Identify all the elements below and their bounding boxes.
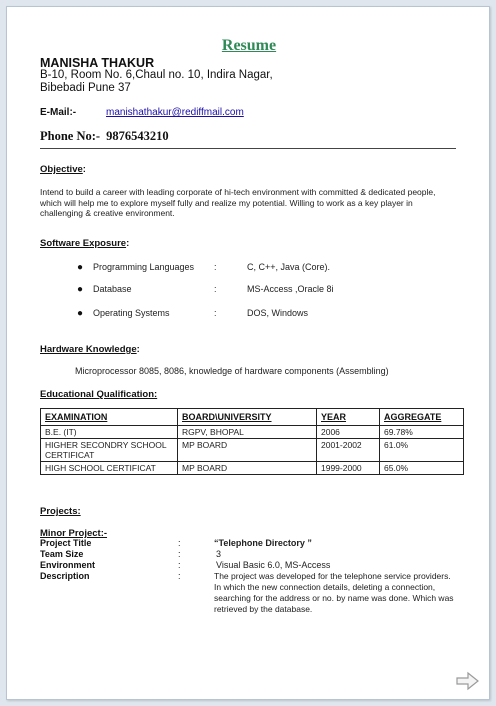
software-value-os: DOS, Windows xyxy=(247,308,309,318)
bullet-icon: ● xyxy=(77,262,84,273)
education-heading: Educational Qualification: xyxy=(40,389,158,400)
table-cell: MP BOARD xyxy=(178,462,317,475)
candidate-name: MANISHA THAKUR xyxy=(40,56,155,70)
software-value-languages: C, C++, Java (Core). xyxy=(247,262,331,272)
field-sep: : xyxy=(178,571,181,581)
team-size-value: 3 xyxy=(216,549,222,559)
education-table xyxy=(40,408,464,475)
table-cell: RGPV, BHOPAL xyxy=(178,426,317,439)
table-cell: 69.78% xyxy=(380,426,464,439)
environment-label: Environment xyxy=(40,560,96,570)
bullet-icon: ● xyxy=(77,308,84,319)
field-sep: : xyxy=(178,538,181,548)
software-value-database: MS-Access ,Oracle 8i xyxy=(247,284,334,294)
table-row xyxy=(41,462,464,475)
col-header-year: YEAR xyxy=(317,409,380,426)
description-value: The project was developed for the telephone service providers. In which the new connection details, deleting a connection, searching for the address or no. by name was done. Which was retrieved by the database. xyxy=(214,571,454,614)
phone-label: Phone No:- xyxy=(40,129,101,143)
project-title-value: “Telephone Directory ” xyxy=(214,538,312,548)
col-header-aggregate: AGGREGATE xyxy=(380,409,464,426)
software-sep: : xyxy=(214,284,217,294)
software-sep: : xyxy=(214,262,217,272)
software-heading: Software Exposure: xyxy=(40,238,130,249)
software-label-database: Database xyxy=(93,284,132,294)
table-cell: 2006 xyxy=(317,426,380,439)
software-label-languages: Programming Languages xyxy=(93,262,195,272)
table-cell: 2001-2002 xyxy=(317,439,380,462)
table-cell: B.E. (IT) xyxy=(41,426,178,439)
objective-text: Intend to build a career with leading corporate of hi-tech environment with committed & dedicated people, which will help me to explore myself fully and realize my potential. Willing to work as a key player in challenging & creative environment. xyxy=(40,187,436,218)
minor-project-heading: Minor Project:- xyxy=(40,528,108,539)
software-sep: : xyxy=(214,308,217,318)
phone-number: 9876543210 xyxy=(106,129,169,143)
resume-page xyxy=(6,6,490,700)
environment-value: Visual Basic 6.0, MS-Access xyxy=(216,560,331,570)
field-sep: : xyxy=(178,560,181,570)
address-line-1: B-10, Room No. 6,Chaul no. 10, Indira Nagar, xyxy=(40,69,273,81)
page-title: Resume xyxy=(221,37,277,54)
projects-heading: Projects: xyxy=(40,506,81,517)
hardware-text: Microprocessor 8085, 8086, knowledge of hardware components (Assembling) xyxy=(75,366,389,376)
table-cell: 61.0% xyxy=(380,439,464,462)
team-size-label: Team Size xyxy=(40,549,84,559)
hardware-heading: Hardware Knowledge: xyxy=(40,344,140,355)
field-sep: : xyxy=(178,549,181,559)
email-label: E-Mail:- xyxy=(40,107,77,118)
col-header-examination: EXAMINATION xyxy=(41,409,178,426)
table-cell: 65.0% xyxy=(380,462,464,475)
table-cell: MP BOARD xyxy=(178,439,317,462)
phone-line xyxy=(40,129,169,144)
table-header-row xyxy=(41,409,464,426)
email-link[interactable]: manishathakur@rediffmail.com xyxy=(106,107,244,118)
description-label: Description xyxy=(40,571,90,581)
col-header-board: BOARD\UNIVERSITY xyxy=(178,409,317,426)
table-row xyxy=(41,426,464,439)
bullet-icon: ● xyxy=(77,284,84,295)
address xyxy=(40,69,273,95)
table-cell: HIGHER SECONDRY SCHOOL CERTIFICAT xyxy=(41,439,178,462)
table-row xyxy=(41,439,464,462)
next-arrow-icon[interactable] xyxy=(455,671,481,691)
objective-heading: Objective: xyxy=(40,164,86,175)
table-cell: 1999-2000 xyxy=(317,462,380,475)
software-label-os: Operating Systems xyxy=(93,308,170,318)
address-line-2: Bibebadi Pune 37 xyxy=(40,82,131,94)
project-title-label: Project Title xyxy=(40,538,92,548)
header-divider xyxy=(40,148,456,149)
table-cell: HIGH SCHOOL CERTIFICAT xyxy=(41,462,178,475)
